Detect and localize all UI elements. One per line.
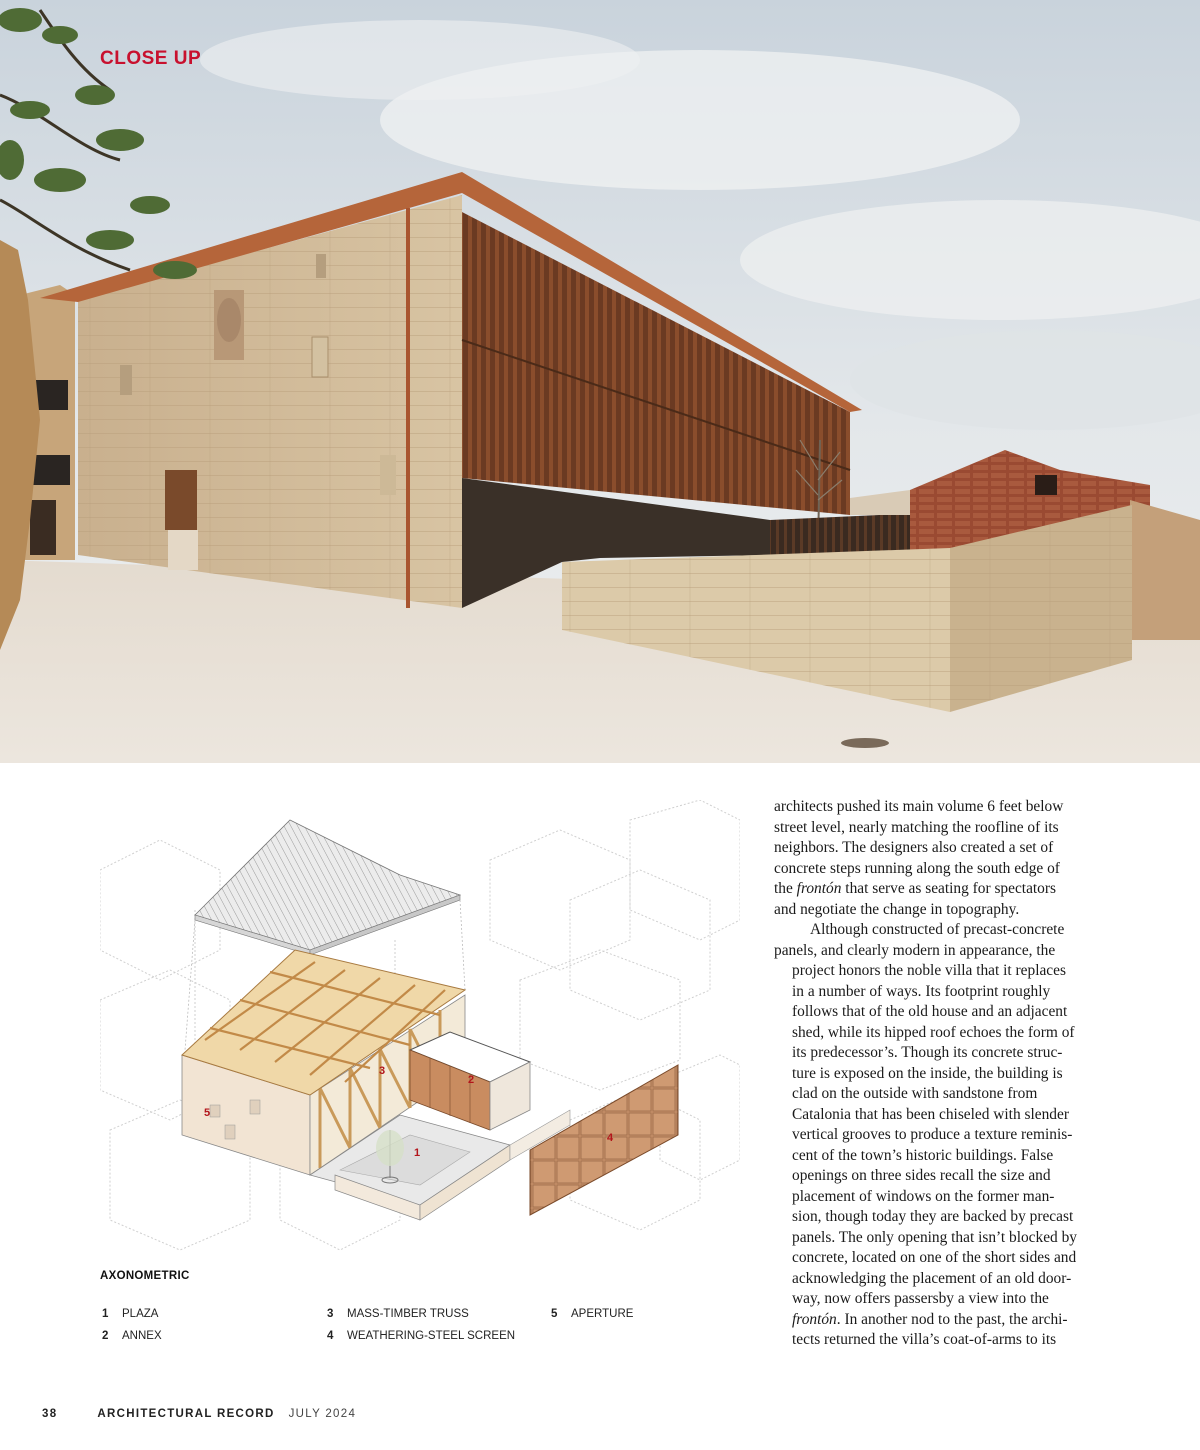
text-line: Although constructed of precast-concrete bbox=[810, 921, 1065, 938]
legend-number: 3 bbox=[327, 1308, 334, 1320]
text-line: architects pushed its main volume 6 feet below bbox=[774, 798, 1064, 815]
legend-number: 4 bbox=[327, 1330, 334, 1342]
text-line: concrete steps running along the south edge of bbox=[774, 859, 1060, 877]
text-line: cent of the town’s historic buildings. False bbox=[792, 1146, 1054, 1164]
legend-item bbox=[327, 1330, 515, 1342]
text-line: clad on the outside with sandstone from bbox=[792, 1085, 1038, 1102]
callout-3: 3 bbox=[379, 1065, 386, 1077]
legend-item bbox=[102, 1308, 158, 1320]
page-number: 38 bbox=[42, 1408, 58, 1420]
text-line: its predecessor’s. Though its concrete struc- bbox=[792, 1044, 1063, 1061]
issue-date: JULY 2024 bbox=[288, 1408, 357, 1420]
legend-number: 2 bbox=[102, 1330, 109, 1342]
text-line: sion, though today they are backed by precast bbox=[792, 1208, 1074, 1225]
text-line: vertical grooves to produce a texture reminis- bbox=[792, 1126, 1073, 1143]
text-line: acknowledging the placement of an old door- bbox=[792, 1269, 1072, 1287]
paragraph bbox=[774, 920, 1084, 1351]
legend-label: APERTURE bbox=[571, 1308, 634, 1320]
text-line: ture is exposed on the inside, the building is bbox=[792, 1064, 1063, 1082]
callout-2: 2 bbox=[468, 1074, 475, 1086]
text-run: . In another nod to the past, the archi- bbox=[836, 1310, 1068, 1328]
text-line bbox=[774, 1310, 1084, 1331]
legend-label: PLAZA bbox=[122, 1308, 159, 1320]
text-line: way, now offers passersby a view into the bbox=[792, 1290, 1049, 1307]
magazine-name: ARCHITECTURAL RECORD bbox=[97, 1408, 275, 1420]
text-line: panels. The only opening that isn’t blocked by bbox=[792, 1228, 1077, 1246]
legend-label: MASS-TIMBER TRUSS bbox=[347, 1308, 469, 1320]
callout-1: 1 bbox=[414, 1147, 421, 1159]
text-line: street level, nearly matching the roofline of its bbox=[774, 818, 1059, 836]
page-footer bbox=[42, 1408, 356, 1420]
legend-label: ANNEX bbox=[122, 1330, 162, 1342]
text-line: shed, while its hipped roof echoes the form of bbox=[792, 1023, 1075, 1041]
text-line: follows that of the old house and an adjacent bbox=[792, 1003, 1068, 1020]
callout-5: 5 bbox=[204, 1107, 211, 1119]
text-line: Catalonia that has been chiseled with slender bbox=[792, 1105, 1069, 1123]
text-line: openings on three sides recall the size and bbox=[792, 1167, 1051, 1184]
text-line: placement of windows on the former man- bbox=[792, 1187, 1055, 1205]
paragraph bbox=[774, 797, 1084, 920]
legend-number: 1 bbox=[102, 1308, 109, 1320]
text-line: project honors the noble villa that it replaces bbox=[792, 962, 1066, 979]
figure-title: AXONOMETRIC bbox=[100, 1270, 190, 1282]
text-line bbox=[774, 879, 1084, 900]
text-line: concrete, located on one of the short sides and bbox=[792, 1249, 1077, 1266]
text-line: panels, and clearly modern in appearance, the bbox=[774, 941, 1056, 959]
italic-term: frontón bbox=[796, 880, 842, 897]
legend-number: 5 bbox=[551, 1308, 558, 1320]
article-body bbox=[774, 797, 1084, 1351]
legend-item bbox=[327, 1308, 469, 1320]
section-label: CLOSE UP bbox=[100, 48, 202, 69]
text-line: in a number of ways. Its footprint roughly bbox=[792, 982, 1051, 1000]
legend-item bbox=[551, 1308, 633, 1320]
italic-term: frontón bbox=[792, 1310, 837, 1328]
text-line: tects returned the villa’s coat-of-arms to its bbox=[792, 1331, 1057, 1348]
text-line: neighbors. The designers also created a set of bbox=[774, 839, 1054, 856]
text-run: the bbox=[774, 880, 793, 897]
legend-item bbox=[102, 1330, 162, 1342]
text-line: and negotiate the change in topography. bbox=[774, 900, 1020, 918]
callout-4: 4 bbox=[607, 1132, 614, 1144]
legend-label: WEATHERING-STEEL SCREEN bbox=[347, 1330, 516, 1342]
text-run: that serve as seating for spectators bbox=[845, 880, 1056, 897]
axonometric-drawing bbox=[100, 800, 740, 1260]
figure-legend bbox=[100, 1308, 740, 1352]
